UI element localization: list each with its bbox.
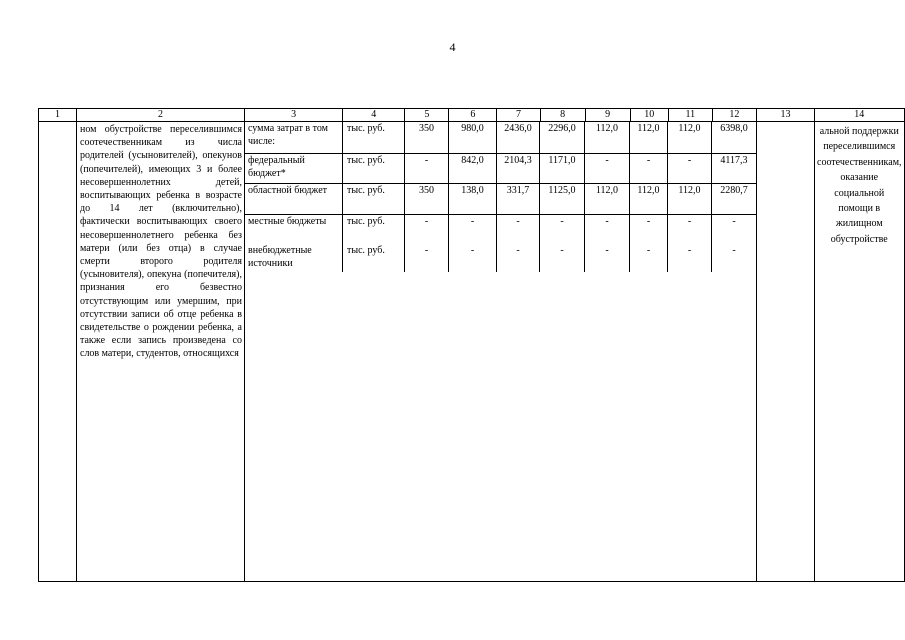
- col-header: 13: [757, 109, 815, 122]
- value-cell: 112,0: [668, 184, 712, 214]
- value-cell: 138,0: [449, 184, 497, 214]
- col-header: 11: [668, 109, 712, 122]
- col-header: 10: [630, 109, 668, 122]
- value-cell: -: [585, 215, 630, 244]
- value-cell: -: [732, 245, 736, 256]
- source-label: федеральный бюджет*: [245, 154, 343, 183]
- source-label: внебюджетные источники: [245, 244, 343, 272]
- page-number: 4: [449, 40, 456, 54]
- value-cell: 2280,7: [720, 185, 748, 196]
- value-cell: 2296,0: [540, 122, 585, 153]
- col-header: 5: [405, 109, 449, 122]
- col-header: 6: [449, 109, 497, 122]
- value-cell: -: [405, 244, 449, 272]
- value-cell: -: [497, 244, 540, 272]
- financing-row: [245, 122, 756, 154]
- col-header: 7: [497, 109, 540, 122]
- unit-label: тыс. руб.: [343, 215, 405, 244]
- value-cell: 112,0: [585, 122, 630, 153]
- value-cell: -: [405, 215, 449, 244]
- value-cell: 4117,3: [720, 155, 748, 166]
- source-label: областной бюджет: [245, 184, 343, 214]
- source-label: местные бюджеты: [245, 215, 343, 244]
- value-cell: -: [585, 244, 630, 272]
- col-header: 9: [585, 109, 630, 122]
- value-cell: 2104,3: [497, 154, 540, 183]
- financing-row: [245, 184, 756, 215]
- financing-block: [245, 122, 757, 582]
- unit-label: тыс. руб.: [343, 154, 405, 183]
- col-header: 2: [77, 109, 245, 122]
- value-cell: -: [449, 244, 497, 272]
- financing-row: [245, 244, 756, 272]
- value-cell: -: [630, 244, 668, 272]
- value-cell: 112,0: [630, 122, 668, 153]
- unit-label: тыс. руб.: [343, 184, 405, 214]
- program-table: [38, 108, 905, 582]
- col-header: 8: [540, 109, 585, 122]
- value-cell: 980,0: [449, 122, 497, 153]
- value-cell: 112,0: [630, 184, 668, 214]
- value-cell: -: [732, 216, 736, 227]
- value-cell: -: [540, 215, 585, 244]
- col-header: 4: [343, 109, 405, 122]
- value-cell: -: [449, 215, 497, 244]
- col-header: 14: [815, 109, 905, 122]
- col-header: 12: [712, 109, 756, 122]
- value-cell: -: [668, 215, 712, 244]
- value-cell: -: [405, 154, 449, 183]
- measure-description: ном обустройстве переселившимся соотечественникам из числа родителей (усыновителей), опекунов (попечителей), имеющих 3 и более несовершеннолетних детей, воспитывающих ребенка в возрасте до 14 лет (включительно), фактически воспитывающих своего несовершеннолетнего ребенка без матери (или без отца) в случае смерти второго родителя (усыновителя), опекуна (попечителя), признания его безвестно отсутствующим или умершим, при отсутствии записи об отце ребенка в свидетельстве о рождении ребенка, а также если запись произведена со слов матери, студентов, относящихся: [77, 122, 245, 582]
- col-header: 3: [245, 109, 343, 122]
- value-cell: 6398,0: [720, 123, 748, 134]
- value-cell: -: [585, 154, 630, 183]
- value-cell: -: [497, 215, 540, 244]
- value-cell: -: [540, 244, 585, 272]
- financing-row: [245, 154, 756, 184]
- content-row: [39, 122, 905, 582]
- value-cell: 1125,0: [540, 184, 585, 214]
- unit-label: тыс. руб.: [343, 122, 405, 153]
- value-cell: 350: [405, 122, 449, 153]
- value-cell: 1171,0: [540, 154, 585, 183]
- header-row: [39, 109, 905, 122]
- col-header: 1: [39, 109, 77, 122]
- value-cell: 350: [405, 184, 449, 214]
- col1-cell: [39, 122, 77, 582]
- source-label: сумма затрат в том числе:: [245, 122, 343, 153]
- value-cell: 112,0: [668, 122, 712, 153]
- financing-row: [245, 215, 756, 244]
- expected-result: альной поддержки переселившимся соотечественникам, оказание социальной помощи в жилищном обустройстве: [815, 122, 905, 582]
- value-cell: -: [630, 154, 668, 183]
- value-cell: 331,7: [497, 184, 540, 214]
- financing-rows: [245, 122, 756, 272]
- value-cell: -: [668, 154, 712, 183]
- value-cell: 112,0: [585, 184, 630, 214]
- value-cell: 842,0: [449, 154, 497, 183]
- unit-label: тыс. руб.: [343, 244, 405, 272]
- col13-cell: [757, 122, 815, 582]
- value-cell: -: [668, 244, 712, 272]
- value-cell: 2436,0: [497, 122, 540, 153]
- value-cell: -: [630, 215, 668, 244]
